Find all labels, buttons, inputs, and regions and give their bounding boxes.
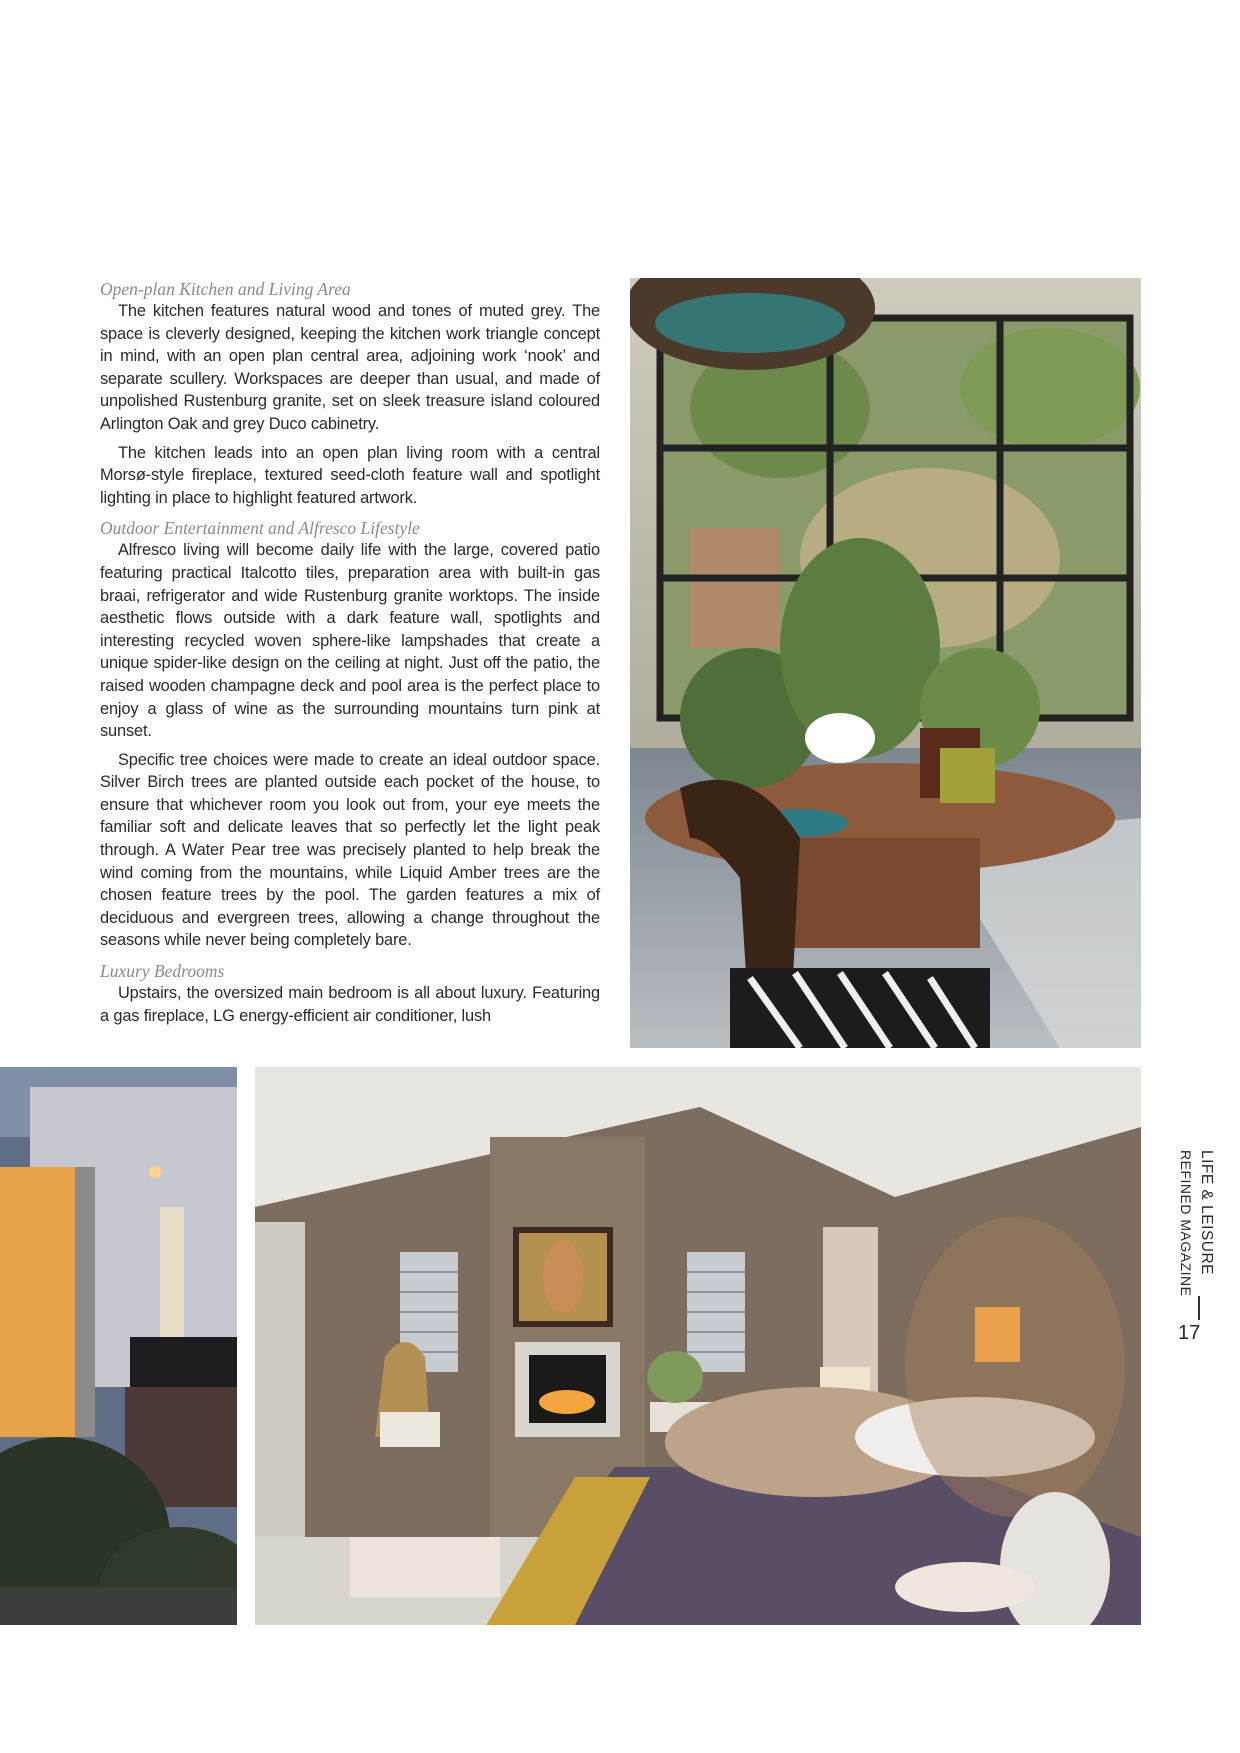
section-heading-kitchen: Open-plan Kitchen and Living Area <box>100 279 351 299</box>
exterior-photo <box>0 1067 237 1625</box>
paragraph: Upstairs, the oversized main bedroom is all about luxury. Featuring a gas fireplace, LG energy-efficient air conditioner, lush <box>100 984 600 1025</box>
paragraph: Alfresco living will become daily life with the large, covered patio featuring practical Italcotto tiles, preparation area with built-in gas braai, refrigerator and wide Rustenburg granite worktops. The inside aesthetic flows outside with a dark feature wall, spotlights and interesting recycled woven sphere-like lampshades that create a unique spider-like design on the ceiling at night. Just off the patio, the raised wooden champagne deck and pool area is the perfect place to enjoy a glass of wine as the surrounding mountains turn pink at sunset. <box>100 541 600 741</box>
page-number: 17 <box>1178 1322 1201 1344</box>
paragraph: Specific tree choices were made to create an ideal outdoor space. Silver Birch trees are planted outside each pocket of the house, to ensure that whichever room you look out from, your eye meets the familiar soft and delicate leaves that so perfectly let the light peak through. A Water Pear tree was precisely planted to help break the wind coming from the mountains, while Liquid Amber trees are the chosen feature trees by the pool. The garden features a mix of deciduous and evergreen trees, allowing a change throughout the seasons while never being completely bare. <box>100 750 600 950</box>
page-sidebar <box>1168 1150 1228 1350</box>
paragraph: The kitchen leads into an open plan living room with a central Morsø-style fireplace, textured seed-cloth feature wall and spotlight lighting in place to highlight featured artwork. <box>100 443 600 507</box>
magazine-name: REFINED MAGAZINE <box>1178 1150 1194 1297</box>
article-text <box>100 278 600 1033</box>
section-label: LIFE & LEISURE <box>1198 1150 1215 1276</box>
divider <box>1198 1296 1200 1320</box>
bedroom-photo <box>255 1067 1141 1625</box>
paragraph: The kitchen features natural wood and tones of muted grey. The space is cleverly designed, keeping the kitchen work triangle concept in mind, with an open plan central area, adjoining work ‘nook’ and separate scullery. Workspaces are deeper than usual, and made of unpolished Rustenburg granite, set on sleek treasure island coloured Arlington Oak and grey Duco cabinetry. <box>100 302 600 433</box>
magazine-label <box>1176 1150 1216 1296</box>
section-heading-bedrooms: Luxury Bedrooms <box>100 961 225 982</box>
section-heading-outdoor: Outdoor Entertainment and Alfresco Lifestyle <box>100 518 420 539</box>
dining-area-photo <box>630 278 1141 1048</box>
